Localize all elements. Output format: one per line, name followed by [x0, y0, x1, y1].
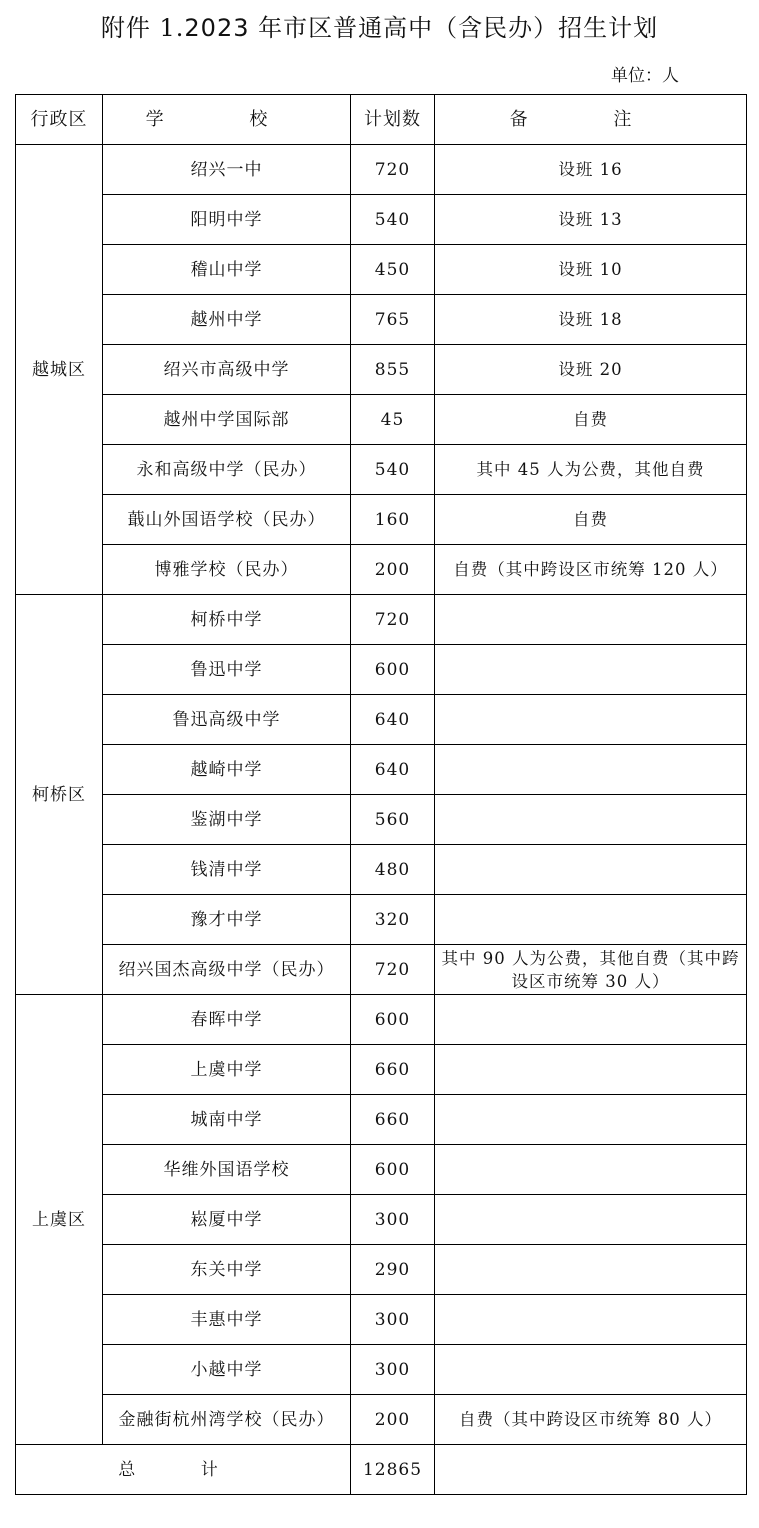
note-cell: 设班 20	[435, 345, 747, 395]
table-row	[16, 445, 747, 495]
school-cell: 越崎中学	[103, 745, 351, 795]
note-cell: 设班 16	[435, 145, 747, 195]
table-row	[16, 945, 747, 995]
title-main: 2023 年市区普通高中（含民办）招生计划	[184, 14, 659, 42]
plan-cell: 720	[351, 945, 435, 995]
note-cell	[435, 1045, 747, 1095]
note-cell	[435, 845, 747, 895]
school-cell: 绍兴市高级中学	[103, 345, 351, 395]
note-cell: 设班 13	[435, 195, 747, 245]
school-cell: 丰惠中学	[103, 1295, 351, 1345]
header-district: 行政区	[16, 95, 103, 145]
table-body	[16, 145, 747, 1445]
table-row	[16, 795, 747, 845]
school-cell: 金融街杭州湾学校（民办）	[103, 1395, 351, 1445]
page-title	[0, 8, 759, 48]
note-cell: 自费	[435, 395, 747, 445]
plan-cell: 640	[351, 745, 435, 795]
school-cell: 越州中学	[103, 295, 351, 345]
plan-cell: 720	[351, 595, 435, 645]
plan-cell: 765	[351, 295, 435, 345]
plan-cell: 200	[351, 545, 435, 595]
table-row	[16, 195, 747, 245]
school-cell: 稽山中学	[103, 245, 351, 295]
plan-cell: 300	[351, 1195, 435, 1245]
plan-cell: 540	[351, 195, 435, 245]
note-cell	[435, 695, 747, 745]
note-cell: 自费（其中跨设区市统筹 120 人）	[435, 545, 747, 595]
total-row	[16, 1445, 747, 1495]
note-cell	[435, 745, 747, 795]
plan-cell: 660	[351, 1045, 435, 1095]
table-row	[16, 595, 747, 645]
table-row	[16, 1095, 747, 1145]
note-cell: 其中 45 人为公费，其他自费	[435, 445, 747, 495]
header-note: 备 注	[435, 95, 747, 145]
school-cell: 小越中学	[103, 1345, 351, 1395]
plan-cell: 540	[351, 445, 435, 495]
table-row	[16, 995, 747, 1045]
school-cell: 城南中学	[103, 1095, 351, 1145]
plan-cell: 300	[351, 1295, 435, 1345]
table-row	[16, 845, 747, 895]
plan-cell: 660	[351, 1095, 435, 1145]
note-cell	[435, 895, 747, 945]
plan-cell: 320	[351, 895, 435, 945]
note-cell	[435, 995, 747, 1045]
note-cell	[435, 1295, 747, 1345]
plan-cell: 600	[351, 1145, 435, 1195]
school-cell: 豫才中学	[103, 895, 351, 945]
district-cell: 柯桥区	[16, 595, 103, 995]
school-cell: 鲁迅高级中学	[103, 695, 351, 745]
table-row	[16, 1295, 747, 1345]
school-cell: 绍兴一中	[103, 145, 351, 195]
district-cell: 越城区	[16, 145, 103, 595]
plan-cell: 300	[351, 1345, 435, 1395]
note-cell: 设班 10	[435, 245, 747, 295]
table-row	[16, 1145, 747, 1195]
total-note	[435, 1445, 747, 1495]
table-row	[16, 1045, 747, 1095]
plan-cell: 640	[351, 695, 435, 745]
school-cell: 钱清中学	[103, 845, 351, 895]
school-cell: 蕺山外国语学校（民办）	[103, 495, 351, 545]
header-plan: 计划数	[351, 95, 435, 145]
school-cell: 永和高级中学（民办）	[103, 445, 351, 495]
school-cell: 博雅学校（民办）	[103, 545, 351, 595]
table-row	[16, 495, 747, 545]
table-row	[16, 245, 747, 295]
table-row	[16, 345, 747, 395]
note-cell: 其中 90 人为公费，其他自费（其中跨设区市统筹 30 人）	[435, 945, 747, 995]
table-row	[16, 1245, 747, 1295]
total-plan: 12865	[351, 1445, 435, 1495]
school-cell: 越州中学国际部	[103, 395, 351, 445]
plan-cell: 160	[351, 495, 435, 545]
district-cell: 上虞区	[16, 995, 103, 1445]
school-cell: 阳明中学	[103, 195, 351, 245]
note-cell	[435, 1195, 747, 1245]
plan-cell: 480	[351, 845, 435, 895]
title-prefix: 附件 1.	[100, 14, 185, 42]
table-row	[16, 395, 747, 445]
plan-cell: 600	[351, 645, 435, 695]
plan-cell: 855	[351, 345, 435, 395]
table-row	[16, 645, 747, 695]
note-cell: 自费（其中跨设区市统筹 80 人）	[435, 1395, 747, 1445]
plan-cell: 200	[351, 1395, 435, 1445]
plan-cell: 720	[351, 145, 435, 195]
table-row	[16, 545, 747, 595]
table-row	[16, 745, 747, 795]
note-cell	[435, 595, 747, 645]
plan-cell: 600	[351, 995, 435, 1045]
school-cell: 鲁迅中学	[103, 645, 351, 695]
school-cell: 华维外国语学校	[103, 1145, 351, 1195]
table-row	[16, 1395, 747, 1445]
note-cell: 自费	[435, 495, 747, 545]
table-row	[16, 1195, 747, 1245]
header-school: 学 校	[103, 95, 351, 145]
school-cell: 春晖中学	[103, 995, 351, 1045]
school-cell: 绍兴国杰高级中学（民办）	[103, 945, 351, 995]
plan-cell: 560	[351, 795, 435, 845]
school-cell: 东关中学	[103, 1245, 351, 1295]
table-row	[16, 1345, 747, 1395]
plan-cell: 45	[351, 395, 435, 445]
note-cell	[435, 795, 747, 845]
school-cell: 上虞中学	[103, 1045, 351, 1095]
plan-cell: 290	[351, 1245, 435, 1295]
school-cell: 柯桥中学	[103, 595, 351, 645]
note-cell	[435, 1095, 747, 1145]
table-row	[16, 295, 747, 345]
unit-label: 单位：人	[611, 66, 679, 86]
school-cell: 崧厦中学	[103, 1195, 351, 1245]
total-label: 总 计	[16, 1445, 351, 1495]
header-row	[16, 95, 747, 145]
enrollment-table	[15, 94, 747, 1495]
table-row	[16, 145, 747, 195]
plan-cell: 450	[351, 245, 435, 295]
note-cell	[435, 645, 747, 695]
note-cell	[435, 1345, 747, 1395]
note-cell	[435, 1145, 747, 1195]
school-cell: 鉴湖中学	[103, 795, 351, 845]
table-row	[16, 695, 747, 745]
note-cell: 设班 18	[435, 295, 747, 345]
note-cell	[435, 1245, 747, 1295]
table-row	[16, 895, 747, 945]
